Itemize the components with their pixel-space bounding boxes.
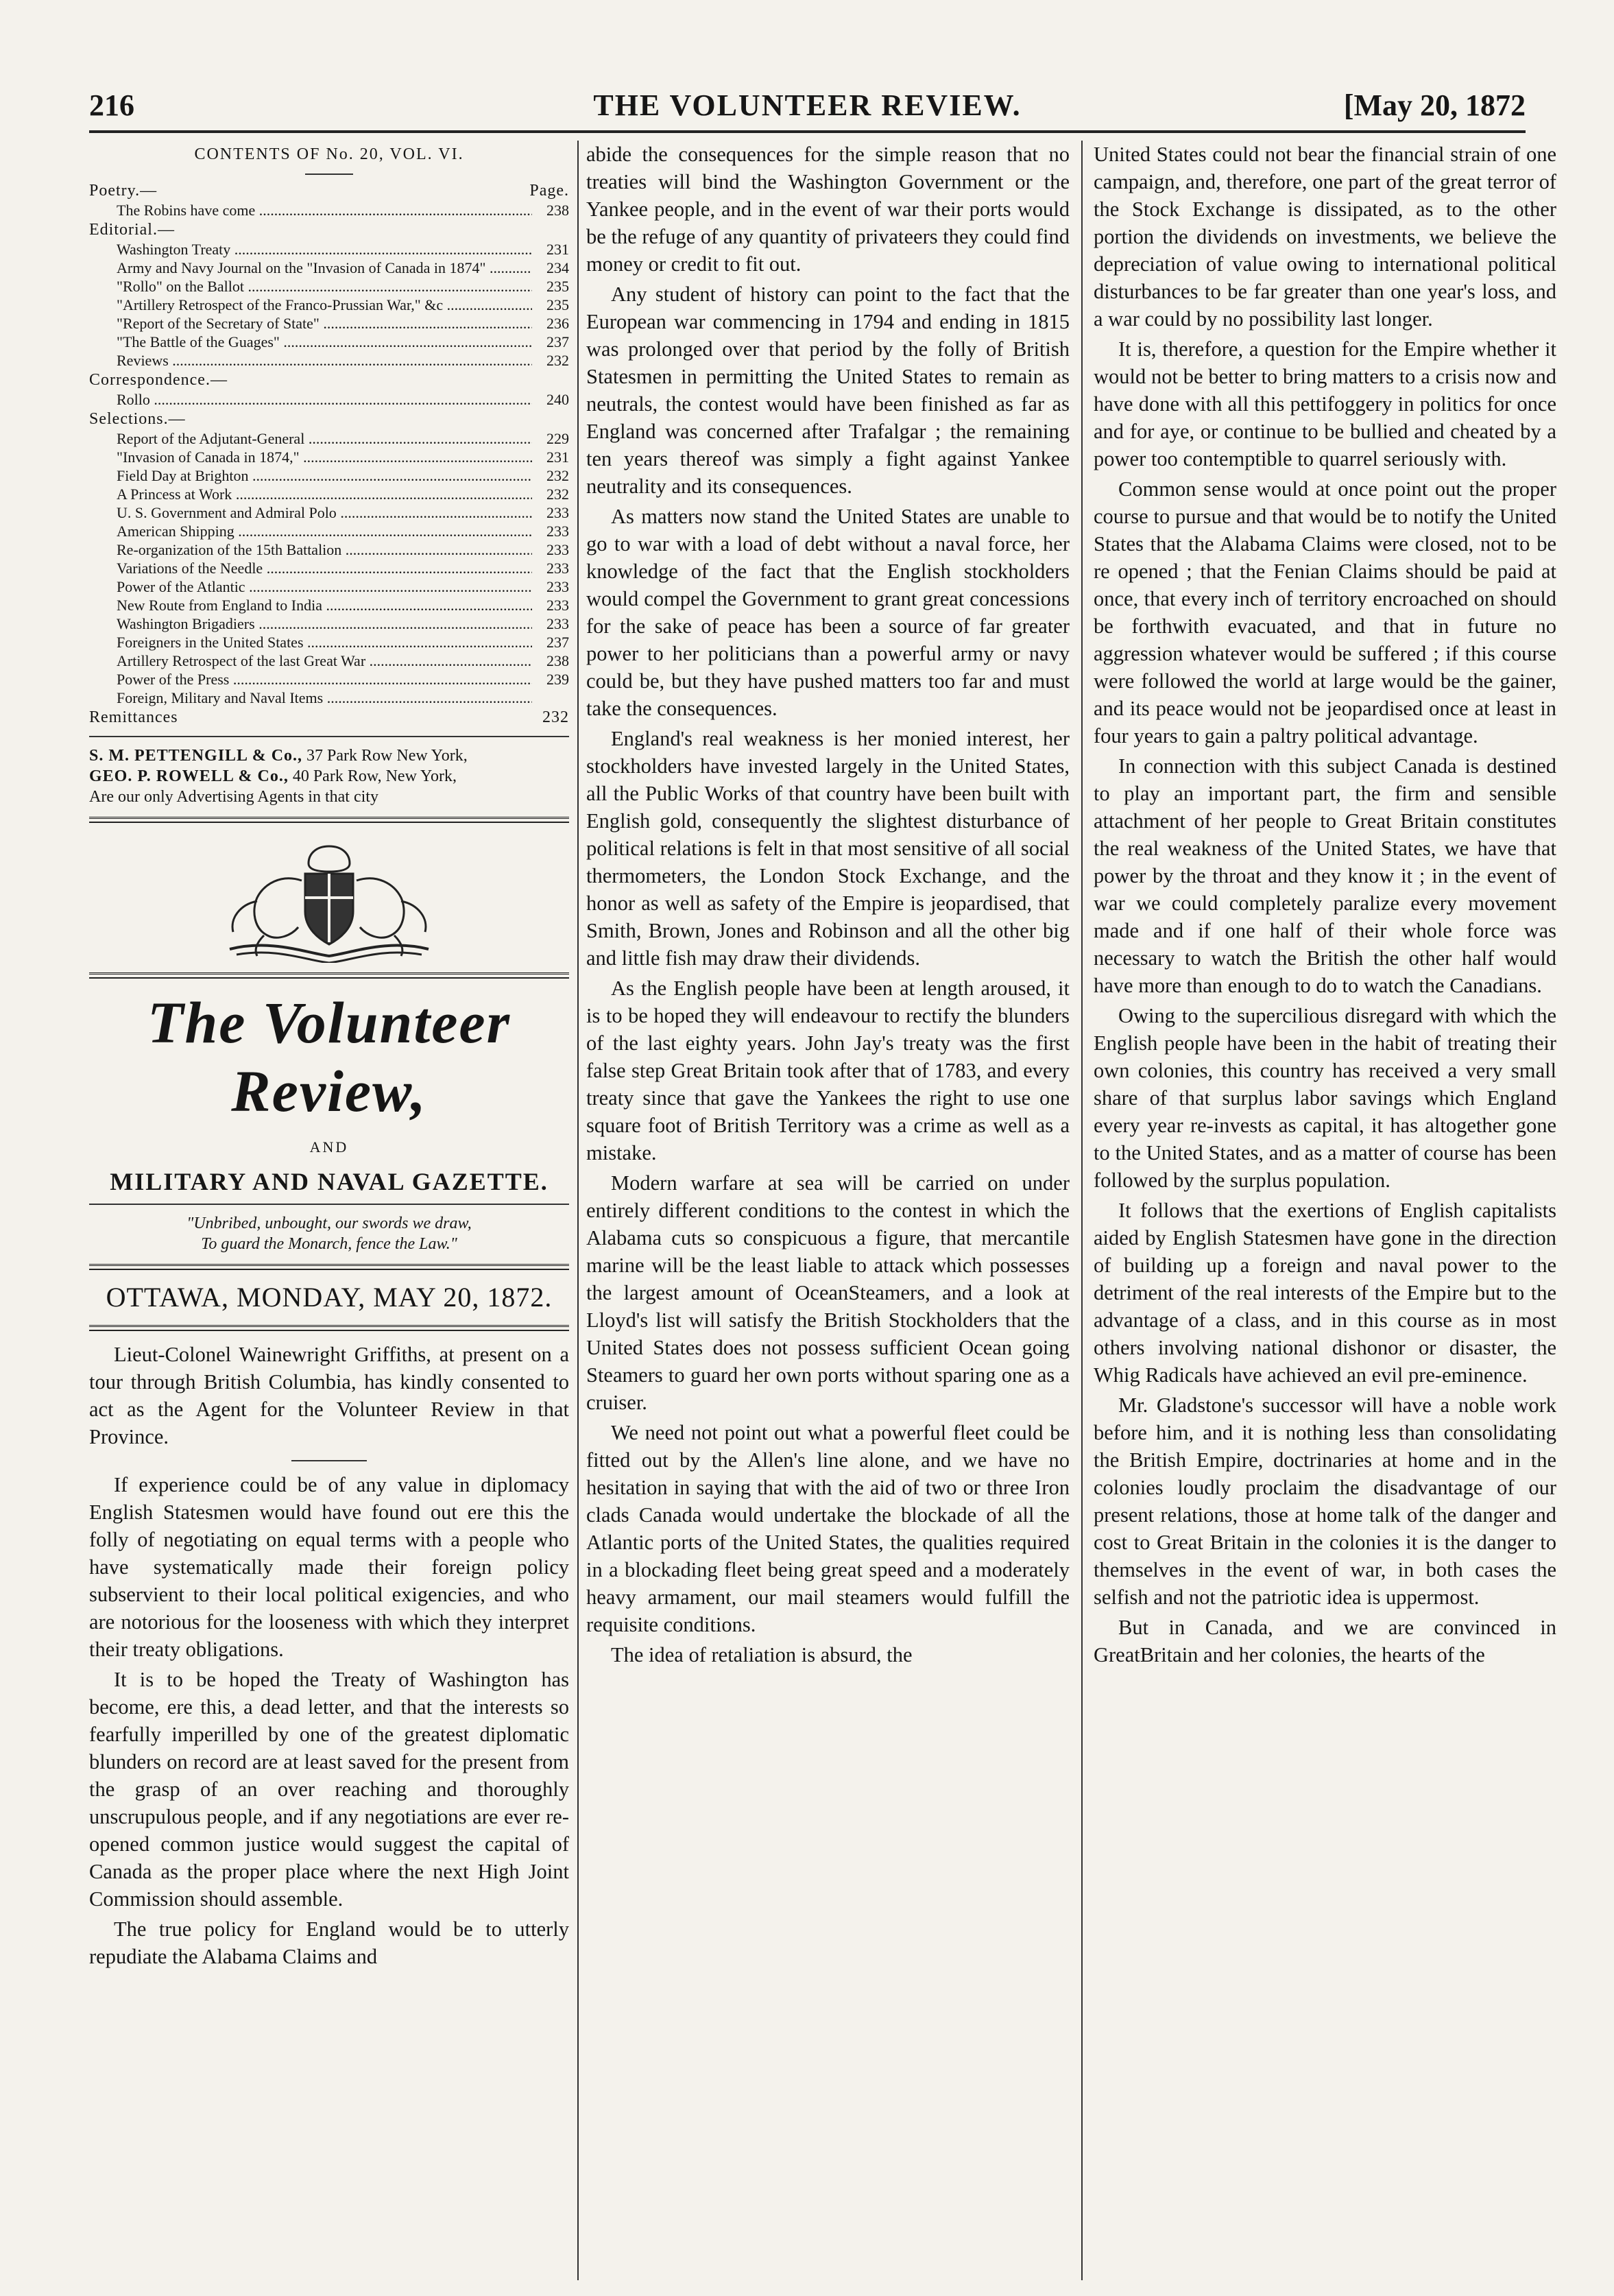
article-paragraph: Common sense would at once point out the proper course to pursue and that would be to notify the United States that the Alabama Claims were closed, not to be re opened ; that the Fenian Claims should be paid at once, that every inch of territory encroached on should be forthwith evacuated, and that in future no aggression whatever would be suffered ; if this course were followed the world at large would be the gainer, and its peace would not be jeopardised once at least in four years to gain a paltry political advantage. <box>1094 477 1556 748</box>
divider <box>89 972 569 979</box>
agent-name: GEO. P. ROWELL & Co., <box>89 767 289 785</box>
toc-entry <box>89 651 569 670</box>
toc-entry <box>89 201 569 219</box>
toc-entry <box>89 596 569 614</box>
article-paragraph: The idea of retaliation is absurd, the <box>611 1643 913 1666</box>
agent-name: S. M. PETTENGILL & Co., <box>89 747 303 765</box>
toc-entry-title: "Report of the Secretary of State" ..... <box>117 314 532 333</box>
toc-entry-page: 233 <box>546 560 569 577</box>
toc-entry-title: Reviews ..... <box>117 351 532 370</box>
toc-entry-title: Re-organization of the 15th Battalion ..... <box>117 540 532 559</box>
article-paragraph: As matters now stand the United States are unable to go to war with a load of debt without a naval force, her knowledge of the fact that the English stockholders would compel the Government to grant great concessions for the sake of peace has been a source of far greater power to her politicians than a powerful army or navy could be, but they have pushed matters too far and must take the consequences. <box>586 505 1070 720</box>
toc-entry-title: "The Battle of the Guages" ..... <box>117 333 532 351</box>
toc-entry-title: Power of the Press ..... <box>117 670 532 689</box>
toc-entry-page: 237 <box>546 634 569 651</box>
agent-listing <box>89 745 569 766</box>
article-paragraph: Mr. Gladstone's successor will have a noble work before him, and it is nothing less than consolidating the British Empire, doctrinaries at home and in the colonies loudly proclaim the disadvantage of our present relations, those at home talk of the danger and cost to Great Britain in the colonies it is the danger to themselves in the event of war, in both cases the selfish and not the patriotic idea is uppermost. <box>1094 1394 1556 1609</box>
toc-entry-page: 232 <box>546 467 569 484</box>
toc-entry-page: 235 <box>546 278 569 295</box>
toc-entry-page: 234 <box>546 259 569 276</box>
toc-entry-title: Variations of the Needle ..... <box>117 559 532 577</box>
toc-entry <box>89 240 569 259</box>
toc-entry-title: Washington Brigadiers ..... <box>117 614 532 633</box>
article-paragraph: Any student of history can point to the fact that the European war commencing in 1794 and ending in 1815 was prolonged over that period by the folly of British Statesmen in permitting the United States to remain as neutrals, the contest would have been finished as far as England was concerned after Trafalgar ; the remaining ten years thereof was simply a fight against Yankee neutrality and its consequences. <box>586 283 1070 498</box>
toc-entry <box>89 277 569 296</box>
agent-listing <box>89 766 569 787</box>
article-paragraph: In connection with this subject Canada is destined to play an important part, the firm and sensible attachment of her people to Great Britain constitutes the real weakness of the United States, we have that power by the throat and they know it ; in the event of war we could completely paralize every movement made and if one half of their whole force was necessary to watch the British the other half would have more than enough to do to watch the Canadians. <box>1094 754 1556 997</box>
article-paragraph: As the English people have been at length aroused, it is to be hoped they will endeavour to rectify the blunders of the last eighty years. John Jay's treaty was the first false step Great Britain took after that of 1783, and every treaty since that gave the Yankees the right to use one square foot of British Territory was a crime as well as a mistake. <box>586 977 1070 1164</box>
toc-entry-page: 236 <box>546 315 569 332</box>
toc-entry-page: 233 <box>546 615 569 632</box>
motto-line: "Unbribed, unbought, our swords we draw, <box>186 1215 472 1232</box>
divider <box>89 736 569 737</box>
toc-entry <box>89 485 569 503</box>
article-paragraph: The true policy for England would be to utterly repudiate the Alabama Claims and <box>89 1917 569 1968</box>
article-paragraph: But in Canada, and we are convinced in GreatBritain and her colonies, the hearts of the <box>1094 1616 1556 1666</box>
toc-entry-page: 232 <box>542 708 569 726</box>
toc-entry <box>89 503 569 522</box>
toc-entry-page: 232 <box>546 486 569 503</box>
toc-entry <box>89 577 569 596</box>
motto <box>89 1213 569 1254</box>
toc-entry <box>89 333 569 351</box>
toc-entry-title: Rollo ..... <box>117 390 532 409</box>
toc-section-name: Poetry.— <box>89 182 158 200</box>
masthead-and: AND <box>309 1138 349 1156</box>
article-paragraph: If experience could be of any value in diplomacy English Statesmen would have found out ere this the folly of negotiating on equal terms with a people who have systematically made their foreign policy subservient to their local political exigencies, and who are notorious for the looseness with which they interpret their treaty obligations. <box>89 1473 569 1661</box>
article-paragraph: Owing to the supercilious disregard with which the English people have been in the habit of treating their own colonies, this country has received a very small share of that surplus labor savings which England every year re-invests as capital, it has altogether gone to the United States, and as a matter of course has been followed by the surplus population. <box>1094 1004 1556 1192</box>
motto-line: To guard the Monarch, fence the Law." <box>201 1235 457 1253</box>
article-paragraph: We need not point out what a powerful fleet could be fitted out by the Allen's line alone, and we have no hesitation in saying that with the aid of two or three Iron clads Canada would undertake the blockade of all the Atlantic ports of the United States, the qualities required in a blockading fleet being great speed and a moderately heavy armament, our mail steamers would fulfill the requisite conditions. <box>586 1421 1070 1636</box>
royal-arms-emblem <box>216 833 442 963</box>
toc-entry-page: 238 <box>546 202 569 219</box>
toc-entry-title: Field Day at Brighton ..... <box>117 466 532 485</box>
toc-entry-page: 231 <box>546 241 569 258</box>
toc-entry-title: "Invasion of Canada in 1874," ..... <box>117 448 532 466</box>
article-paragraph: It is, therefore, a question for the Empire whether it would not be better to bring matters to a crisis now and have done with all this pettifoggery in politics for once and for aye, or continue to be bullied and cheated by a power too contemptible to quarrel seriously with. <box>1094 337 1556 470</box>
toc-entry-page: 237 <box>546 333 569 350</box>
toc-entry <box>89 296 569 314</box>
divider <box>89 817 569 823</box>
toc-entry-title: Army and Navy Journal on the "Invasion of Canada in 1874" ..... <box>117 259 532 277</box>
toc-entry-title: The Robins have come ..... <box>117 201 532 219</box>
toc-entry-title: Artillery Retrospect of the last Great War ..... <box>117 651 532 670</box>
toc-entry <box>89 351 569 370</box>
divider <box>305 174 353 175</box>
toc-entry <box>89 559 569 577</box>
toc-entry <box>89 448 569 466</box>
toc-entry-title: Washington Treaty ..... <box>117 240 532 259</box>
masthead-subtitle: MILITARY AND NAVAL GAZETTE. <box>110 1168 549 1195</box>
toc-section-name: Editorial.— <box>89 221 175 239</box>
dateline: OTTAWA, MONDAY, MAY 20, 1872. <box>106 1282 553 1313</box>
toc-section-heading <box>89 370 569 390</box>
toc-entry-page: 233 <box>546 541 569 558</box>
toc-entry <box>89 314 569 333</box>
toc-remittances <box>89 707 569 728</box>
agent-address: 37 Park Row New York, <box>306 747 468 765</box>
agent-notice: Lieut-Colonel Wainewright Griffiths, at present on a tour through British Columbia, has kindly consented to act as the Agent for the Volunteer Review in that Province. <box>89 1343 569 1448</box>
toc-entry <box>89 466 569 485</box>
toc-entry-page: 233 <box>546 597 569 614</box>
column-rule <box>1081 141 1083 2280</box>
toc-entry-title: A Princess at Work ..... <box>117 485 532 503</box>
page-number: 216 <box>89 88 134 122</box>
article-column-2 <box>586 141 1070 1669</box>
toc-page-label: Page. <box>529 182 569 200</box>
masthead-title: The Volunteer Review, <box>147 990 511 1124</box>
table-of-contents <box>89 180 569 728</box>
toc-entry <box>89 633 569 651</box>
running-title: THE VOLUNTEER REVIEW. <box>593 88 1022 122</box>
toc-entry <box>89 689 569 707</box>
toc-entry-page: 240 <box>546 391 569 408</box>
article-paragraph: Modern warfare at sea will be carried on under entirely different conditions to the contest in which the Alabama cuts so conspicuous a figure, that mercantile marine will be the least liable to attack which possesses the largest amount of OceanSteamers, and a look at Lloyd's list will satisfy the British Stockholders that the United States does not possess sufficient Ocean going Steamers to guard her own ports without sparing one as a cruiser. <box>586 1171 1070 1414</box>
article-paragraph: England's real weakness is her monied interest, her stockholders have invested largely in the United States, all the Public Works of that country have been built with English gold, consequently the slightest disturbance of political relations is felt in that most sensitive of all social thermometers, the London Stock Exchange, and the honor as well as safety of the Empire is jeopardised, that Smith, Brown, Jones and Robinson and all the other big and little fish may draw their dividends. <box>586 727 1070 970</box>
toc-entry-title: Power of the Atlantic ..... <box>117 577 532 596</box>
article-paragraph: It is to be hoped the Treaty of Washington has become, ere this, a dead letter, and that the interests so fearfully imperilled by one of the greatest diplomatic blunders on record are at least saved for the present from the grasp of an over reaching and thoroughly unscrupulous people, and if any negotiations are ever re-opened common justice would suggest the capital of Canada as the proper place where the next High Joint Commission should assemble. <box>89 1668 569 1911</box>
toc-entry-page: 229 <box>546 430 569 447</box>
toc-entry <box>89 390 569 409</box>
toc-entry-title: "Rollo" on the Ballot ..... <box>117 277 532 296</box>
toc-entry-title: U. S. Government and Admiral Polo ..... <box>117 503 532 522</box>
toc-entry-title: Foreigners in the United States ..... <box>117 633 532 651</box>
running-date: [May 20, 1872 <box>1343 88 1526 122</box>
article-paragraph: abide the consequences for the simple reason that no treaties will bind the Washington Government or the Yankee people, and in the event of war their ports would be the refuge of any quantity of privateers they could find money or credit to fit out. <box>586 143 1070 276</box>
divider <box>291 1460 367 1461</box>
toc-section-heading <box>89 219 569 240</box>
toc-entry <box>89 429 569 448</box>
column-rule <box>577 141 579 2280</box>
toc-section-name: Correspondence.— <box>89 371 228 389</box>
divider <box>89 1204 569 1205</box>
toc-entry-page: 231 <box>546 449 569 466</box>
toc-entry-title: "Artillery Retrospect of the Franco-Prussian War," &c ..... <box>117 296 532 314</box>
agent-address: 40 Park Row, New York, <box>292 767 457 785</box>
divider <box>89 1325 569 1331</box>
toc-entry <box>89 540 569 559</box>
toc-entry-page: 239 <box>546 671 569 688</box>
toc-entry <box>89 522 569 540</box>
toc-entry-page <box>532 689 569 707</box>
agents-note: Are our only Advertising Agents in that city <box>89 788 378 806</box>
header-rule <box>89 130 1526 133</box>
toc-entry-title: New Route from England to India ..... <box>117 596 532 614</box>
toc-entry-page: 235 <box>546 296 569 313</box>
toc-entry-page: 233 <box>546 578 569 595</box>
toc-entry-title: Foreign, Military and Naval Items ..... <box>117 689 532 707</box>
toc-entry-title: American Shipping ..... <box>117 522 532 540</box>
toc-section-name: Remittances <box>89 708 178 726</box>
running-head <box>89 88 1526 129</box>
toc-entry <box>89 259 569 277</box>
article-paragraph: It follows that the exertions of English capitalists aided by English Statesmen have gone in the direction of building up a foreign and naval power to the detriment of the real interests of the Empire but to the advantage of a class, and in this course as in most others involving national dishonor or disaster, the Whig Radicals have achieved an evil pre-eminence. <box>1094 1199 1556 1387</box>
toc-entry-page: 238 <box>546 652 569 669</box>
column-1 <box>89 141 569 1970</box>
toc-entry-page: 232 <box>546 352 569 369</box>
article-paragraph: United States could not bear the financial strain of one campaign, and, therefore, one part of the great terror of the Stock Exchange is dissipated, as to the other portion the dividends on investments, we believe the depreciation of value owing to international political disturbances to be far greater than one year's loss, and a war could by no possibility last longer. <box>1094 143 1556 331</box>
toc-section-name: Selections.— <box>89 410 186 428</box>
toc-entry <box>89 614 569 633</box>
toc-entry-title: Report of the Adjutant-General ..... <box>117 429 532 448</box>
toc-section-heading <box>89 180 569 201</box>
toc-entry <box>89 670 569 689</box>
toc-section-heading <box>89 409 569 429</box>
article-column-3 <box>1094 141 1556 1669</box>
contents-title: CONTENTS OF No. 20, VOL. VI. <box>194 145 464 163</box>
divider <box>89 1264 569 1270</box>
toc-entry-page: 233 <box>546 504 569 521</box>
article-column-1 <box>89 1471 569 1970</box>
toc-entry-page: 233 <box>546 523 569 540</box>
